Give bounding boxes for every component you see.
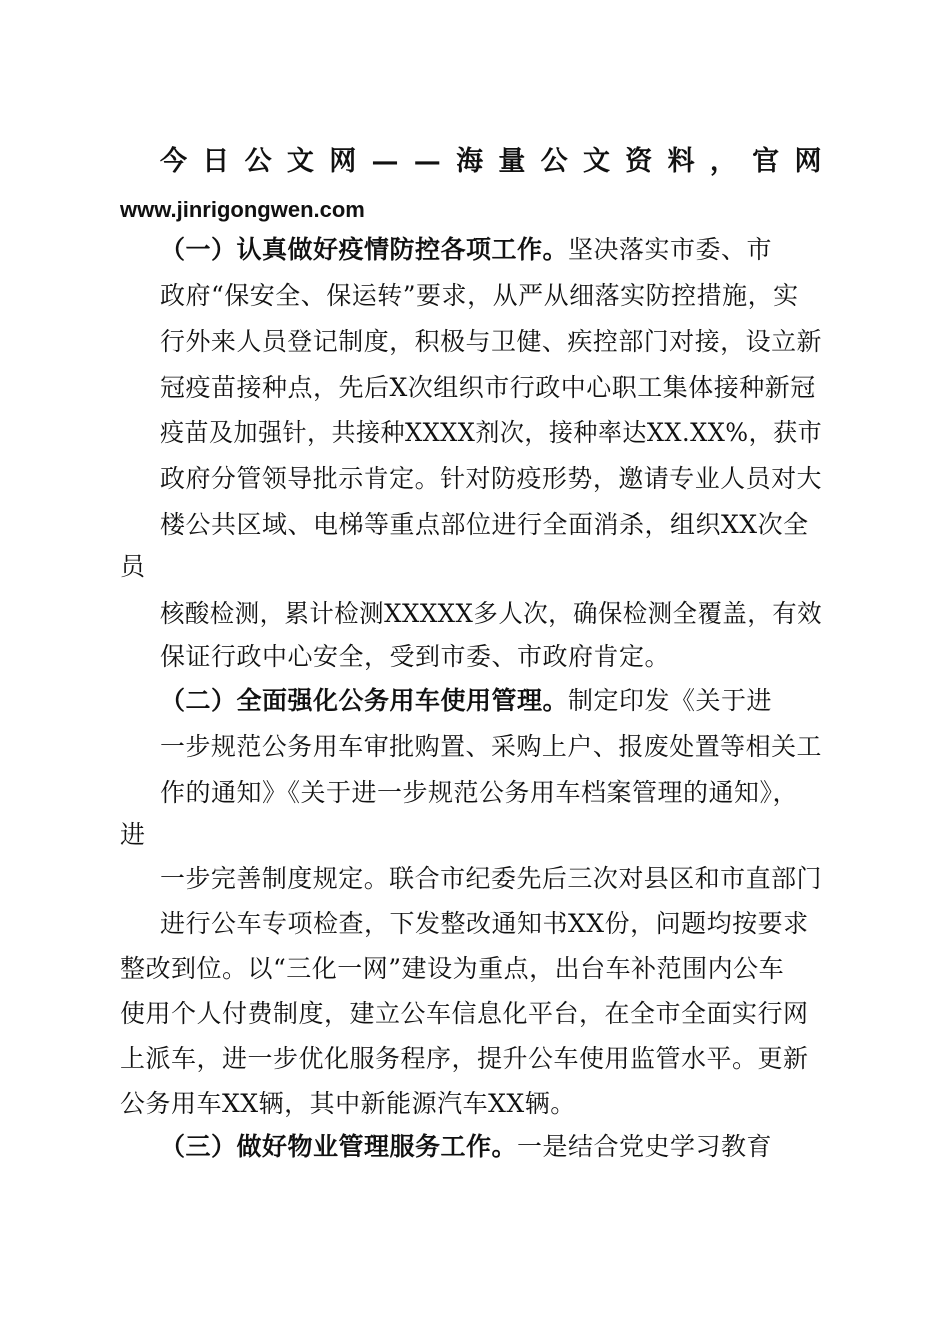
text-line: 一步完善制度规定。联合市纪委先后三次对县区和市直部门 (160, 864, 823, 893)
text-line: 进 (120, 820, 146, 849)
section2-heading: （二）全面强化公务用车使用管理。 (160, 686, 569, 715)
title-char: 网 (794, 146, 822, 177)
title-char: 日 (202, 146, 230, 177)
section1-first-line (160, 233, 772, 267)
text-line: 核酸检测，累计检测XXXXX多人次，确保检测全覆盖，有效 (160, 599, 822, 628)
section1-lead: 坚决落实市委、市 (568, 235, 773, 264)
text-line: 使用个人付费制度，建立公车信息化平台，在全市全面实行网 (120, 999, 809, 1028)
site-title (160, 145, 822, 179)
section3-heading: （三）做好物业管理服务工作。 (160, 1132, 518, 1161)
text-line: 公务用车XX辆，其中新能源汽车XX辆。 (120, 1089, 576, 1118)
text-line: 保证行政中心安全，受到市委、市政府肯定。 (160, 642, 671, 671)
title-char: 官 (752, 146, 780, 177)
title-char: 公 (244, 146, 273, 177)
title-char: 量 (498, 146, 526, 177)
title-char: 文 (286, 146, 315, 177)
section3-lead: 一是结合党史学习教育 (517, 1132, 773, 1161)
text-line: 行外来人员登记制度，积极与卫健、疾控部门对接，设立新 (160, 327, 823, 356)
title-char: 料 (667, 146, 696, 177)
section3-first-line (160, 1130, 772, 1164)
title-char: — (413, 146, 442, 177)
text-line: 员 (120, 552, 146, 581)
text-line: 疫苗及加强针，共接种XXXX剂次，接种率达XX.XX%，获市 (160, 418, 823, 447)
title-char: — (371, 146, 399, 177)
text-line: 政府分管领导批示肯定。针对防疫形势，邀请专业人员对大 (160, 464, 823, 493)
section2-lead: 制定印发《关于进 (568, 686, 773, 715)
text-line: 楼公共区域、电梯等重点部位进行全面消杀，组织XX次全 (160, 510, 809, 539)
title-char: 资 (625, 146, 653, 177)
title-char: 海 (456, 146, 484, 177)
section1-heading: （一）认真做好疫情防控各项工作。 (160, 235, 569, 264)
text-line: 整改到位。以“三化一网”建设为重点，出台车补范围内公车 (120, 954, 785, 983)
title-char: 公 (540, 146, 569, 177)
text-line: 作的通知》《关于进一步规范公务用车档案管理的通知》， (160, 778, 799, 807)
title-char: 今 (160, 146, 188, 177)
section2-first-line (160, 684, 772, 718)
title-char: 网 (329, 146, 357, 177)
title-char: 文 (582, 146, 611, 177)
text-line: 上派车，进一步优化服务程序，提升公车使用监管水平。更新 (120, 1044, 809, 1073)
title-char: ， (709, 146, 738, 177)
text-line: 冠疫苗接种点，先后X次组织市行政中心职工集体接种新冠 (160, 373, 816, 402)
text-line: 一步规范公务用车审批购置、采购上户、报废处置等相关工 (160, 732, 823, 761)
text-line: 政府“保安全、保运转”要求，从严从细落实防控措施，实 (160, 281, 799, 310)
text-line: 进行公车专项检查，下发整改通知书XX份，问题均按要求 (160, 909, 809, 938)
site-url: www.jinrigongwen.com (120, 197, 365, 222)
